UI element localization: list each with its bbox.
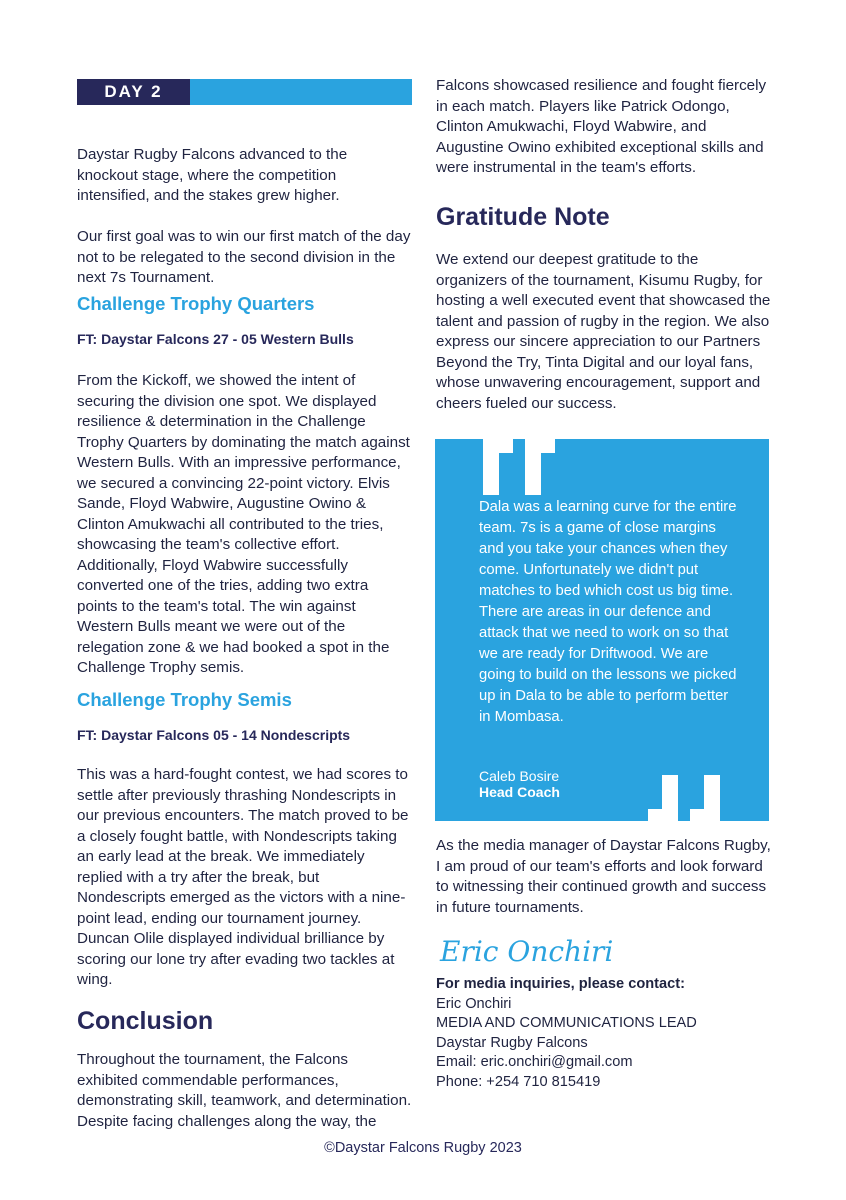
contact-title: MEDIA AND COMMUNICATIONS LEAD bbox=[436, 1015, 697, 1031]
day-header-bar bbox=[77, 79, 412, 105]
contact-email[interactable]: Email: eric.onchiri@gmail.com bbox=[436, 1054, 633, 1070]
quote-author-role: Head Coach bbox=[479, 784, 560, 800]
quarters-body: From the Kickoff, we showed the intent of securing the division one spot. We displayed resilience & determination in the Challenge Trophy Quarters by dominating the match against Western Bulls. With an impressive performance, we secured a convincing 22-point victory. Elvis Sande, Floyd Wabwire, Augustine Owino & Clinton Amukwachi all contributed to the tries, showcasing the team's collective effort. Additionally, Floyd Wabwire successfully converted one of the tries, adding two extra points to the team's total. The win against Western Bulls meant we were out of the relegation zone & we had booked a spot in the Challenge Trophy semis. bbox=[77, 372, 410, 676]
quarters-ft-label: FT: bbox=[77, 331, 98, 347]
day-label: DAY 2 bbox=[77, 79, 190, 105]
semis-body: This was a hard-fought contest, we had scores to settle after previously thrashing Nondescripts in our previous encounters. The match proved to be a closely fought battle, with Nondescripts taking an early lead at the break. We immediately replied with a try after the break, but Nondescripts emerged as the victors with a nine-point lead, ending our tournament journey. Duncan Olile displayed individual brilliance by scoring our lone try after evading two tackles at wing. bbox=[77, 766, 409, 988]
close-quote-icon bbox=[644, 775, 726, 821]
conclusion-body: Throughout the tournament, the Falcons exhibited commendable performances, demonstrating skill, teamwork, and determination. Despite facing challenges along the way, the bbox=[77, 1051, 412, 1130]
signature-text: Eric Onchiri bbox=[440, 935, 614, 968]
contact-block bbox=[436, 975, 771, 1092]
contact-org: Daystar Rugby Falcons bbox=[436, 1034, 588, 1051]
semis-heading: Challenge Trophy Semis bbox=[77, 689, 292, 710]
open-quote-icon bbox=[479, 439, 561, 495]
quarters-heading: Challenge Trophy Quarters bbox=[77, 293, 315, 314]
coach-quote-box bbox=[435, 439, 769, 821]
contact-heading: For media inquiries, please contact: bbox=[436, 976, 685, 992]
quote-text: Dala was a learning curve for the entire team. 7s is a game of close margins and you take your chances when they come. Unfortunately we didn't put matches to bed which cost us big time. There are areas in our defence and attack that we need to work on so that we are ready for Driftwood. We are going to build on the lessons we picked up in Dala to be able to perform better in Mombasa. bbox=[479, 499, 737, 725]
quote-author-name: Caleb Bosire bbox=[479, 768, 560, 784]
conclusion-body-part1 bbox=[77, 1050, 412, 1130]
page-footer: ©Daystar Falcons Rugby 2023 bbox=[324, 1140, 522, 1156]
gratitude-body: We extend our deepest gratitude to the organizers of the tournament, Kisumu Rugby, for hosting a well executed event that showcased the talent and passion of rugby in the region. We also express our sincere appreciation to our Partners Beyond the Try, Tinta Digital and our loyal fans, whose unwavering encouragement, support and cheers fueled our success. bbox=[436, 251, 771, 412]
conclusion-body-continued: Falcons showcased resilience and fought fiercely in each match. Players like Patrick Odongo, Clinton Amukwachi, Floyd Wabwire, and Augustine Owino exhibited exceptional skills and were instrumental in the team's efforts. bbox=[436, 77, 767, 176]
quarters-score: Daystar Falcons 27 - 05 Western Bulls bbox=[101, 331, 354, 347]
semis-score: Daystar Falcons 05 - 14 Nondescripts bbox=[101, 727, 351, 743]
semis-result bbox=[77, 727, 350, 743]
gratitude-heading: Gratitude Note bbox=[436, 203, 610, 231]
signature-image bbox=[436, 927, 636, 975]
conclusion-heading: Conclusion bbox=[77, 1007, 214, 1035]
closing-paragraph: As the media manager of Daystar Falcons Rugby, I am proud of our team's efforts and look forward to witnessing their continued growth and success in future tournaments. bbox=[436, 837, 771, 916]
contact-name: Eric Onchiri bbox=[436, 995, 512, 1012]
semis-ft-label: FT: bbox=[77, 727, 98, 743]
contact-phone[interactable]: Phone: +254 710 815419 bbox=[436, 1073, 601, 1090]
quarters-result bbox=[77, 331, 354, 347]
intro-paragraph-2: Our first goal was to win our first match of the day not to be relegated to the second division in the next 7s Tournament. bbox=[77, 228, 411, 286]
intro-paragraph-1: Daystar Rugby Falcons advanced to the knockout stage, where the competition intensified, and the stakes grew higher. bbox=[77, 146, 348, 204]
